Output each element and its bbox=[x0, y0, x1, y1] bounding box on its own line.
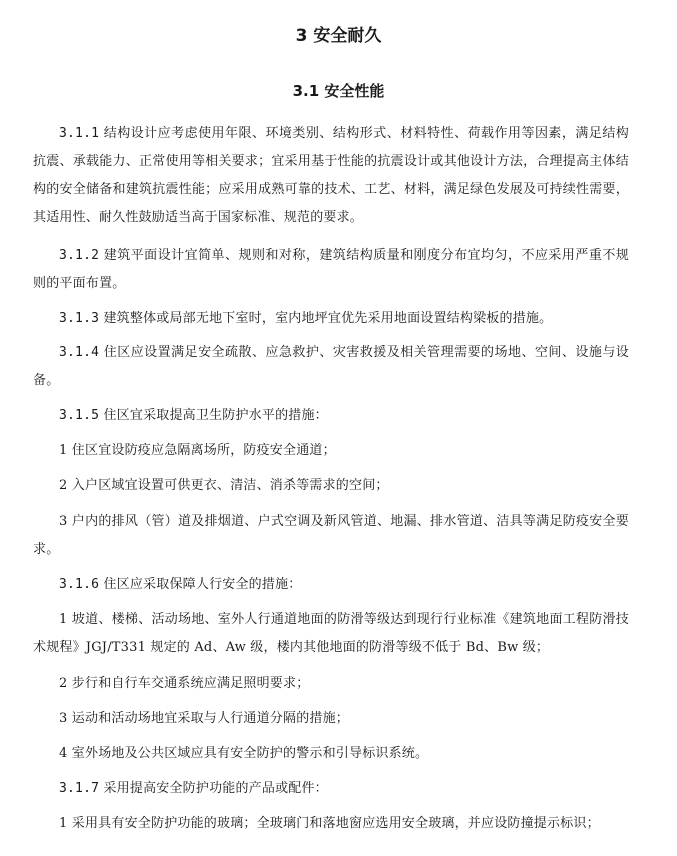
list-item-3-1-6-4 bbox=[33, 740, 629, 768]
clause-number: 3.1.6 bbox=[59, 577, 100, 592]
list-item-3-1-7-1 bbox=[33, 810, 629, 838]
paragraph-text: 建筑整体或局部无地下室时，室内地坪宜优先采用地面设置结构梁板的措施。 bbox=[99, 311, 553, 326]
list-item-3-1-6-3 bbox=[33, 705, 629, 733]
paragraph-3-1-4 bbox=[33, 339, 629, 395]
paragraph-text: 2 入户区域宜设置可供更衣、清洁、消杀等需求的空间； bbox=[59, 478, 389, 493]
paragraph-text: 1 住区宜设防疫应急隔离场所，防疫安全通道； bbox=[59, 443, 336, 458]
paragraph-text: 住区应设置满足安全疏散、应急救护、灾害救援及相关管理需要的场地、空间、设施与设备。 bbox=[33, 345, 629, 388]
chapter-title: 3 安全耐久 bbox=[295, 26, 382, 46]
paragraph-3-1-7 bbox=[33, 775, 629, 803]
list-item-3-1-6-1 bbox=[33, 606, 629, 662]
clause-number: 3.1.2 bbox=[59, 248, 100, 263]
paragraph-text: 4 室外场地及公共区域应具有安全防护的警示和引导标识系统。 bbox=[59, 746, 429, 761]
clause-number: 3.1.1 bbox=[59, 126, 100, 141]
paragraph-text: 1 采用具有安全防护功能的玻璃；全玻璃门和落地窗应选用安全玻璃，并应设防撞提示标识； bbox=[59, 816, 600, 831]
paragraph-text: 3 户内的排风（管）道及排烟道、户式空调及新风管道、地漏、排水管道、洁具等满足防疫安全要求。 bbox=[33, 514, 629, 557]
paragraph-3-1-6 bbox=[33, 571, 629, 599]
paragraph-text: 2 步行和自行车交通系统应满足照明要求； bbox=[59, 676, 310, 691]
clause-number: 3.1.7 bbox=[59, 781, 100, 796]
clause-number: 3.1.4 bbox=[59, 345, 100, 360]
paragraph-3-1-1 bbox=[33, 120, 629, 232]
paragraph-3-1-2 bbox=[33, 242, 629, 298]
paragraph-text: 1 坡道、楼梯、活动场地、室外人行通道地面的防滑等级达到现行行业标准《建筑地面工程防滑技术规程》JGJ/T331 规定的 Ad、Aw 级，楼内其他地面的防滑等级不低于 Bd、Bw 级； bbox=[33, 612, 629, 655]
list-item-3-1-5-1 bbox=[33, 437, 629, 465]
list-item-3-1-5-3 bbox=[33, 508, 629, 564]
paragraph-text: 住区宜采取提高卫生防护水平的措施： bbox=[99, 408, 328, 423]
paragraph-3-1-5 bbox=[33, 402, 629, 430]
paragraph-text: 住区应采取保障人行安全的措施： bbox=[99, 577, 302, 592]
clause-number: 3.1.5 bbox=[59, 408, 100, 423]
clause-number: 3.1.3 bbox=[59, 311, 100, 326]
paragraph-text: 建筑平面设计宜简单、规则和对称，建筑结构质量和刚度分布宜均匀，不应采用严重不规则的平面布置。 bbox=[33, 248, 629, 291]
list-item-3-1-5-2 bbox=[33, 472, 629, 500]
paragraph-3-1-3 bbox=[33, 305, 629, 333]
paragraph-text: 结构设计应考虑使用年限、环境类别、结构形式、材料特性、荷载作用等因素，满足结构抗震、承载能力、正常使用等相关要求；宜采用基于性能的抗震设计或其他设计方法，合理提高主体结构的安全储备和建筑抗震性能；应采用成熟可靠的技术、工艺、材料，满足绿色发展及可持续性需要，其适用性、耐久性鼓励适当高于国家标准、规范的要求。 bbox=[33, 126, 629, 225]
paragraph-text: 采用提高安全防护功能的产品或配件： bbox=[99, 781, 328, 796]
list-item-3-1-6-2 bbox=[33, 670, 629, 698]
paragraph-text: 3 运动和活动场地宜采取与人行通道分隔的措施； bbox=[59, 711, 350, 726]
section-title: 3.1 安全性能 bbox=[292, 82, 385, 100]
